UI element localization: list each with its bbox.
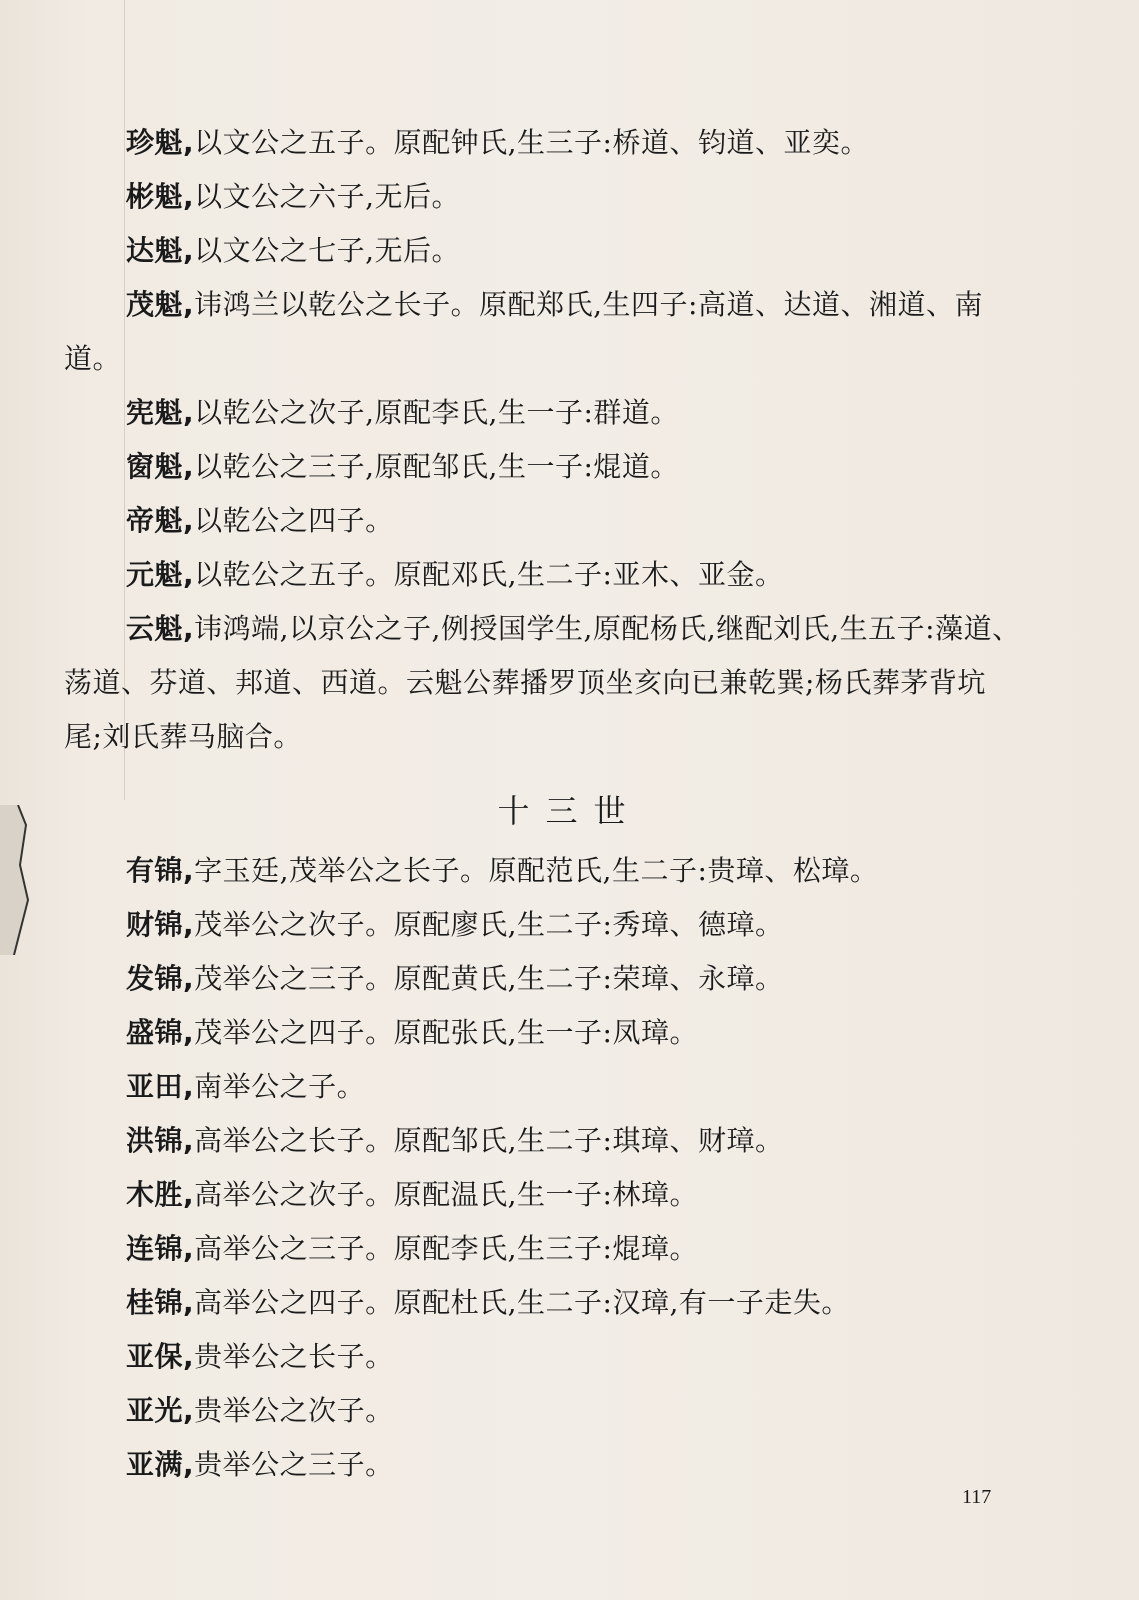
generation-13-entries	[64, 844, 1024, 1492]
entry-chuangkui	[64, 440, 1024, 494]
entry-yabao	[64, 1330, 1024, 1384]
entry-text: 高举公之长子。原配邹氏,生二子:琪璋、财璋。	[194, 1124, 784, 1157]
entry-name: 洪锦,	[126, 1124, 195, 1157]
entry-text: 茂举公之四子。原配张氏,生一子:凤璋。	[194, 1016, 698, 1049]
entry-name: 珍魁,	[126, 126, 195, 159]
entry-text: 南举公之子。	[194, 1070, 366, 1103]
entry-text: 高举公之三子。原配李氏,生三子:焜璋。	[194, 1232, 698, 1265]
entry-yunkui	[64, 602, 1024, 764]
generation-12-entries	[64, 116, 1024, 764]
entry-text: 以文公之七子,无后。	[194, 234, 461, 267]
entry-yaguang	[64, 1384, 1024, 1438]
entry-text: 高举公之四子。原配杜氏,生二子:汉璋,有一子走失。	[194, 1286, 850, 1319]
entry-text: 贵举公之三子。	[194, 1448, 394, 1481]
entry-name: 亚田,	[126, 1070, 195, 1103]
entry-dikui	[64, 494, 1024, 548]
entry-name: 元魁,	[126, 558, 195, 591]
entry-name: 桂锦,	[126, 1286, 195, 1319]
entry-yaman	[64, 1438, 1024, 1492]
entry-text: 字玉廷,茂举公之长子。原配范氏,生二子:贵璋、松璋。	[194, 854, 879, 887]
section-heading: 十三世	[497, 792, 642, 830]
entry-text: 以文公之六子,无后。	[194, 180, 461, 213]
entry-text: 以乾公之次子,原配李氏,生一子:群道。	[194, 396, 679, 429]
entry-name: 木胜,	[126, 1178, 195, 1211]
entry-dakui	[64, 224, 1024, 278]
entry-name: 彬魁,	[126, 180, 195, 213]
entry-text: 贵举公之长子。	[194, 1340, 394, 1373]
entry-text: 讳鸿端,以京公之子,例授国学生,原配杨氏,继配刘氏,生五子:藻道、荡道、芬道、邦道、西道。云魁公葬播罗顶坐亥向已兼乾巽;杨氏葬茅背坑尾;刘氏葬马脑合。	[64, 612, 1021, 753]
entry-yuankui	[64, 548, 1024, 602]
entry-name: 财锦,	[126, 908, 195, 941]
entry-maokui	[64, 278, 1024, 386]
entry-youjin	[64, 844, 1024, 898]
entry-name: 帝魁,	[126, 504, 195, 537]
entry-name: 亚满,	[126, 1448, 195, 1481]
entry-name: 茂魁,	[126, 288, 195, 321]
entry-name: 盛锦,	[126, 1016, 195, 1049]
entry-text: 茂举公之次子。原配廖氏,生二子:秀璋、德璋。	[194, 908, 784, 941]
entry-binkui	[64, 170, 1024, 224]
entry-name: 宪魁,	[126, 396, 195, 429]
entry-name: 窗魁,	[126, 450, 195, 483]
entry-name: 有锦,	[126, 854, 195, 887]
entry-name: 连锦,	[126, 1232, 195, 1265]
entry-guijin	[64, 1276, 1024, 1330]
entry-text: 以乾公之四子。	[194, 504, 394, 537]
entry-hongjin	[64, 1114, 1024, 1168]
entry-name: 亚保,	[126, 1340, 195, 1373]
entry-text: 茂举公之三子。原配黄氏,生二子:荣璋、永璋。	[194, 962, 784, 995]
entry-name: 云魁,	[126, 612, 195, 645]
entry-text: 以乾公之三子,原配邹氏,生一子:焜道。	[194, 450, 679, 483]
entry-caijin	[64, 898, 1024, 952]
entry-yatian	[64, 1060, 1024, 1114]
entry-name: 亚光,	[126, 1394, 195, 1427]
entry-fajin	[64, 952, 1024, 1006]
entry-text: 以乾公之五子。原配邓氏,生二子:亚木、亚金。	[194, 558, 784, 591]
entry-text: 贵举公之次子。	[194, 1394, 394, 1427]
entry-zhenkui	[64, 116, 1024, 170]
entry-shengjin	[64, 1006, 1024, 1060]
entry-text: 高举公之次子。原配温氏,生一子:林璋。	[194, 1178, 698, 1211]
entry-xiankui	[64, 386, 1024, 440]
entry-name: 发锦,	[126, 962, 195, 995]
entry-name: 达魁,	[126, 234, 195, 267]
entry-text: 讳鸿兰以乾公之长子。原配郑氏,生四子:高道、达道、湘道、南道。	[64, 288, 983, 375]
page-number: 117	[962, 1486, 992, 1508]
entry-lianjin	[64, 1222, 1024, 1276]
entry-text: 以文公之五子。原配钟氏,生三子:桥道、钧道、亚奕。	[194, 126, 869, 159]
entry-musheng	[64, 1168, 1024, 1222]
